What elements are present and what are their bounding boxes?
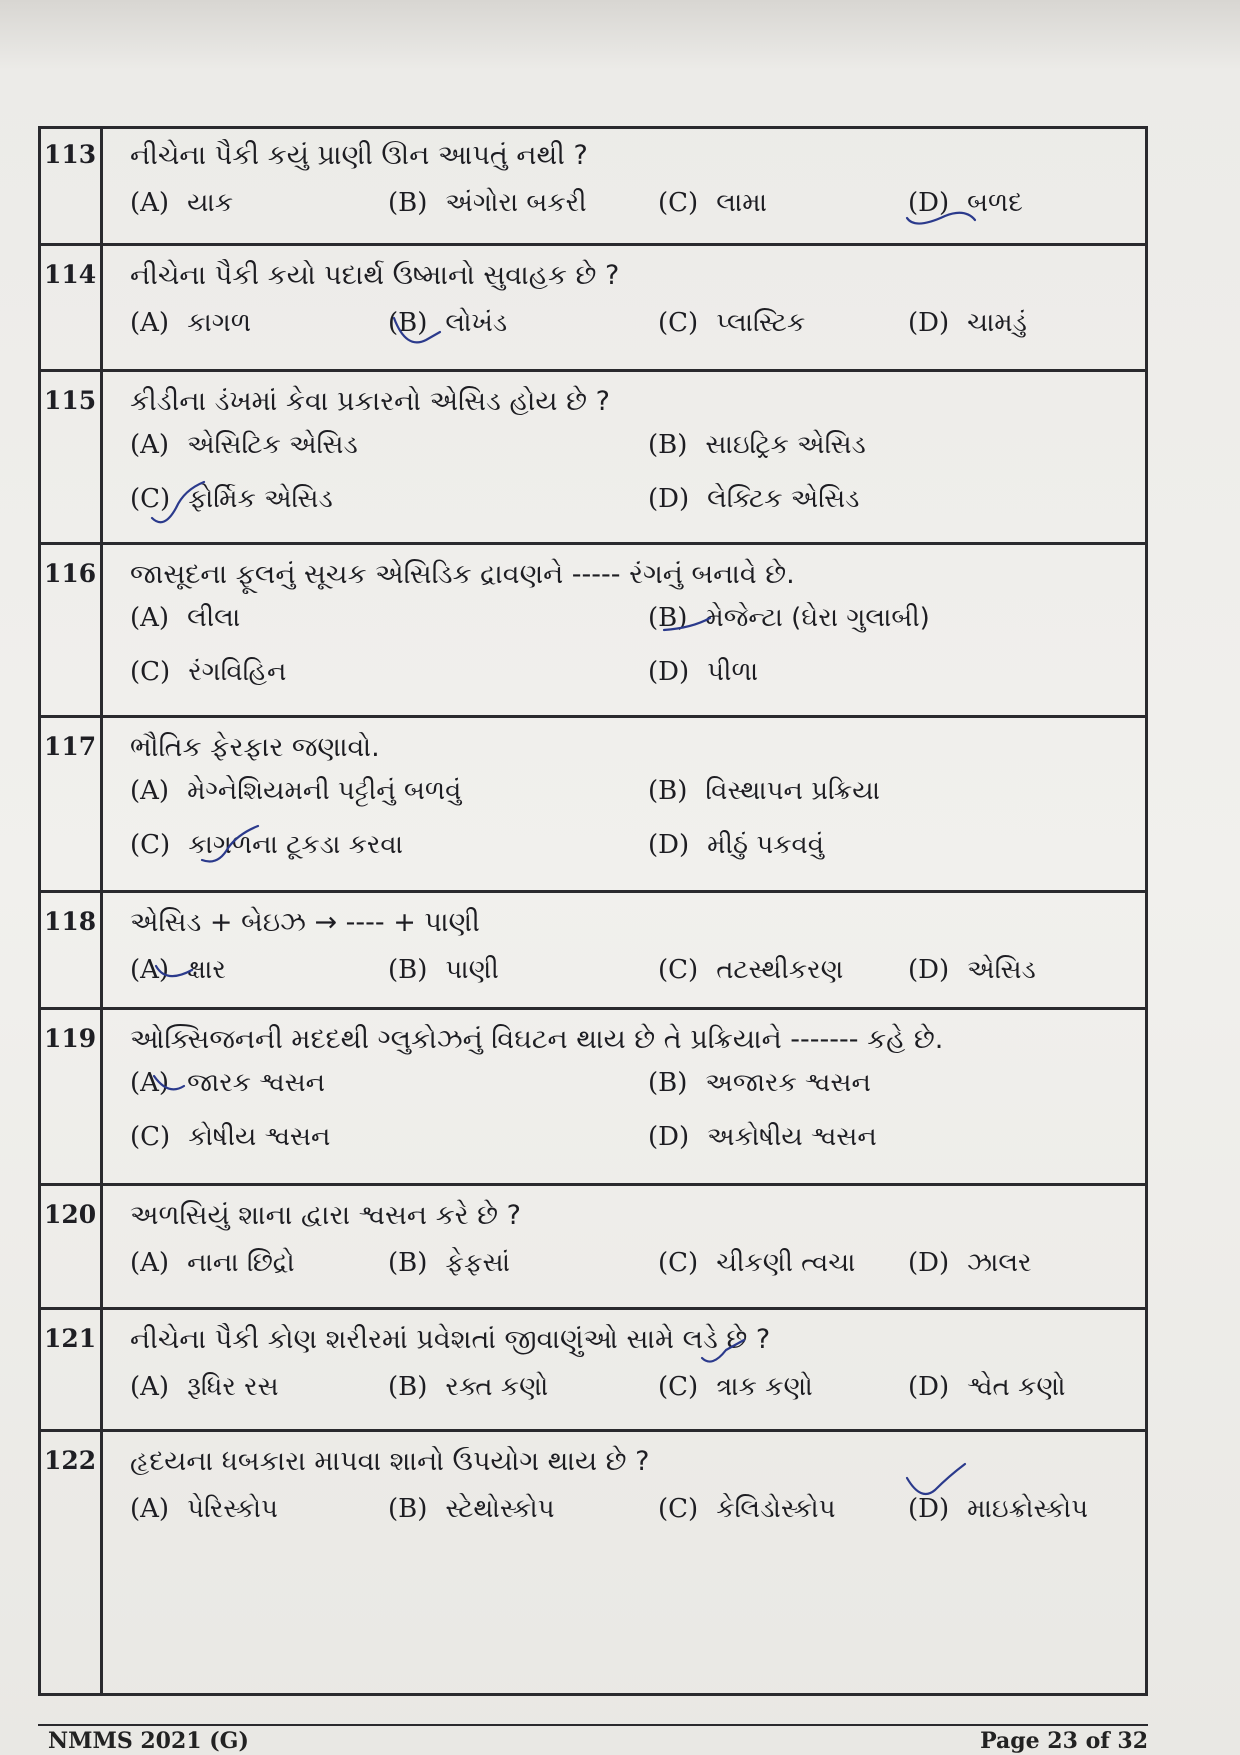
- option-text: અજારક શ્વસન: [705, 1068, 871, 1098]
- option-label: (D): [908, 1494, 950, 1524]
- option-text: જારક શ્વસન: [187, 1068, 326, 1098]
- option-text: એસિટિક એસિડ: [187, 430, 358, 460]
- question-text: નીચેના પૈકી કયું પ્રાણી ઊન આપતું નથી ?: [130, 140, 588, 171]
- option-b: [388, 955, 499, 986]
- option-text: નાના છિદ્રો: [187, 1248, 295, 1278]
- option-d: [908, 1494, 1088, 1525]
- option-text: સાઇટ્રિક એસિડ: [705, 430, 866, 460]
- option-text: કેલિડોસ્કોપ: [716, 1494, 836, 1524]
- option-label: (A): [130, 1372, 170, 1402]
- option-text: પીળા: [707, 657, 759, 687]
- question-text: હૃદયના ધબકારા માપવા શાનો ઉપયોગ થાય છે ?: [130, 1446, 650, 1477]
- option-d: [648, 1122, 877, 1153]
- question-number: 113: [44, 140, 97, 169]
- question-row: [38, 718, 1148, 893]
- option-label: (A): [130, 603, 170, 633]
- option-label: (A): [130, 1494, 170, 1524]
- option-a: [130, 430, 358, 461]
- option-label: (C): [130, 1122, 171, 1152]
- option-text: પ્લાસ્ટિક: [716, 308, 806, 338]
- option-c: [130, 657, 286, 688]
- option-d: [908, 1372, 1066, 1403]
- option-label: (A): [130, 955, 170, 985]
- option-label: (B): [388, 955, 428, 985]
- option-label: (C): [658, 1494, 699, 1524]
- option-label: (B): [388, 1248, 428, 1278]
- option-label: (D): [908, 955, 950, 985]
- option-b: [388, 1494, 554, 1525]
- option-label: (D): [648, 657, 690, 687]
- option-d: [908, 308, 1027, 339]
- option-text: બળદ: [967, 188, 1023, 218]
- option-text: રૂધિર રસ: [187, 1372, 279, 1402]
- option-label: (A): [130, 308, 170, 338]
- option-c: [658, 955, 843, 986]
- option-text: યાક: [187, 188, 234, 218]
- option-label: (A): [130, 1068, 170, 1098]
- option-label: (B): [388, 188, 428, 218]
- question-row: [38, 545, 1148, 718]
- question-number: 116: [44, 559, 97, 588]
- question-row: [38, 246, 1148, 372]
- option-c: [658, 308, 805, 339]
- option-text: મીઠું પકવવું: [707, 830, 824, 860]
- option-text: ફેફસાં: [445, 1248, 510, 1278]
- option-text: માઇક્રોસ્કોપ: [967, 1494, 1089, 1524]
- question-number: 115: [44, 386, 97, 415]
- footer-divider: [38, 1724, 1148, 1726]
- option-a: [130, 603, 240, 634]
- option-b: [648, 430, 866, 461]
- option-text: એસિડ: [967, 955, 1036, 985]
- question-text: એસિડ + બેઇઝ → ---- + પાણી: [130, 907, 480, 938]
- question-number: 119: [44, 1024, 97, 1053]
- option-d: [648, 484, 859, 515]
- option-label: (B): [648, 776, 688, 806]
- option-b: [388, 1248, 510, 1279]
- option-d: [648, 830, 824, 861]
- option-label: (B): [648, 603, 688, 633]
- option-d: [908, 955, 1036, 986]
- option-label: (D): [908, 188, 950, 218]
- question-text: જાસૂદના ફૂલનું સૂચક એસિડિક દ્રાવણને ----- રંગનું બનાવે છે.: [130, 559, 795, 590]
- option-c: [658, 1248, 855, 1279]
- question-number: 121: [44, 1324, 97, 1353]
- question-row: [38, 1432, 1148, 1696]
- option-label: (B): [648, 430, 688, 460]
- option-text: પેરિસ્કોપ: [187, 1494, 278, 1524]
- option-a: [130, 1068, 325, 1099]
- option-a: [130, 1248, 295, 1279]
- option-text: અકોષીય શ્વસન: [707, 1122, 877, 1152]
- option-a: [130, 1372, 279, 1403]
- option-label: (C): [658, 308, 699, 338]
- option-c: [658, 1494, 835, 1525]
- option-a: [130, 1494, 278, 1525]
- footer-exam-code: NMMS 2021 (G): [48, 1728, 249, 1754]
- option-text: તટસ્થીકરણ: [716, 955, 844, 985]
- option-text: મેજેન્ટા (ઘેરા ગુલાબી): [705, 603, 930, 633]
- option-a: [130, 776, 461, 807]
- option-text: ચીકણી ત્વચા: [716, 1248, 856, 1278]
- option-label: (B): [388, 1372, 428, 1402]
- question-text: ભૌતિક ફેરફાર જણાવો.: [130, 732, 380, 763]
- option-text: ચામડું: [967, 308, 1027, 338]
- option-b: [648, 603, 930, 634]
- option-label: (D): [648, 830, 690, 860]
- option-text: કોષીય શ્વસન: [188, 1122, 331, 1152]
- question-row: [38, 372, 1148, 545]
- option-a: [130, 188, 233, 219]
- option-text: અંગોરા બકરી: [445, 188, 587, 218]
- question-row: [38, 1010, 1148, 1186]
- question-text: નીચેના પૈકી કોણ શરીરમાં પ્રવેશતાં જીવાણુંઓ સામે લડે છે ?: [130, 1324, 771, 1355]
- question-row: [38, 1186, 1148, 1310]
- option-label: (B): [388, 1494, 428, 1524]
- option-d: [648, 657, 758, 688]
- option-text: ઝાલર: [967, 1248, 1032, 1278]
- option-text: કાગળના ટૂકડા કરવા: [188, 830, 403, 860]
- footer-page-number: Page 23 of 32: [980, 1728, 1148, 1754]
- option-label: (C): [658, 188, 699, 218]
- option-text: ફોર્મિક એસિડ: [188, 484, 333, 514]
- option-c: [130, 830, 403, 861]
- question-number: 118: [44, 907, 97, 936]
- option-label: (D): [908, 308, 950, 338]
- option-text: ત્રાક કણો: [716, 1372, 813, 1402]
- option-text: પાણી: [445, 955, 499, 985]
- option-text: શ્વેત કણો: [967, 1372, 1066, 1402]
- option-label: (C): [658, 1248, 699, 1278]
- option-label: (D): [648, 484, 690, 514]
- option-d: [908, 1248, 1031, 1279]
- option-label: (A): [130, 188, 170, 218]
- option-text: રક્ત કણો: [445, 1372, 549, 1402]
- option-label: (C): [658, 955, 699, 985]
- option-label: (D): [648, 1122, 690, 1152]
- option-text: સ્ટેથોસ્કોપ: [445, 1494, 555, 1524]
- question-row: [38, 893, 1148, 1010]
- question-row: [38, 126, 1148, 246]
- option-b: [388, 1372, 548, 1403]
- option-label: (D): [908, 1372, 950, 1402]
- option-label: (C): [658, 1372, 699, 1402]
- option-label: (A): [130, 1248, 170, 1278]
- option-b: [648, 776, 880, 807]
- option-label: (C): [130, 830, 171, 860]
- option-text: કાગળ: [187, 308, 252, 338]
- question-text: નીચેના પૈકી કયો પદાર્થ ઉષ્માનો સુવાહક છે ?: [130, 260, 620, 291]
- option-text: લામા: [716, 188, 767, 218]
- option-a: [130, 308, 251, 339]
- option-text: લોખંડ: [445, 308, 508, 338]
- option-label: (D): [908, 1248, 950, 1278]
- question-text: અળસિયું શાના દ્વારા શ્વસન કરે છે ?: [130, 1200, 521, 1231]
- option-label: (C): [130, 657, 171, 687]
- option-text: ક્ષાર: [187, 955, 226, 985]
- question-number: 120: [44, 1200, 97, 1229]
- option-c: [130, 484, 333, 515]
- option-label: (A): [130, 430, 170, 460]
- option-label: (B): [648, 1068, 688, 1098]
- option-c: [658, 1372, 813, 1403]
- option-text: લેક્ટિક એસિડ: [707, 484, 860, 514]
- option-d: [908, 188, 1023, 219]
- question-row: [38, 1310, 1148, 1432]
- question-number: 117: [44, 732, 97, 761]
- option-c: [130, 1122, 330, 1153]
- option-text: રંગવિહિન: [188, 657, 287, 687]
- option-b: [648, 1068, 871, 1099]
- option-label: (B): [388, 308, 428, 338]
- option-text: વિસ્થાપન પ્રક્રિયા: [705, 776, 880, 806]
- option-c: [658, 188, 767, 219]
- question-text: કીડીના ડંખમાં કેવા પ્રકારનો એસિડ હોય છે ?: [130, 386, 610, 417]
- option-b: [388, 188, 587, 219]
- option-b: [388, 308, 507, 339]
- question-text: ઓક્સિજનની મદદથી ગ્લુકોઝનું વિઘટન થાય છે તે પ્રક્રિયાને ------- કહે છે.: [130, 1024, 944, 1055]
- question-number: 122: [44, 1446, 97, 1475]
- option-text: મેગ્નેશિયમની પટ્ટીનું બળવું: [187, 776, 462, 806]
- option-text: લીલા: [187, 603, 241, 633]
- option-a: [130, 955, 226, 986]
- question-number: 114: [44, 260, 97, 289]
- option-label: (A): [130, 776, 170, 806]
- option-label: (C): [130, 484, 171, 514]
